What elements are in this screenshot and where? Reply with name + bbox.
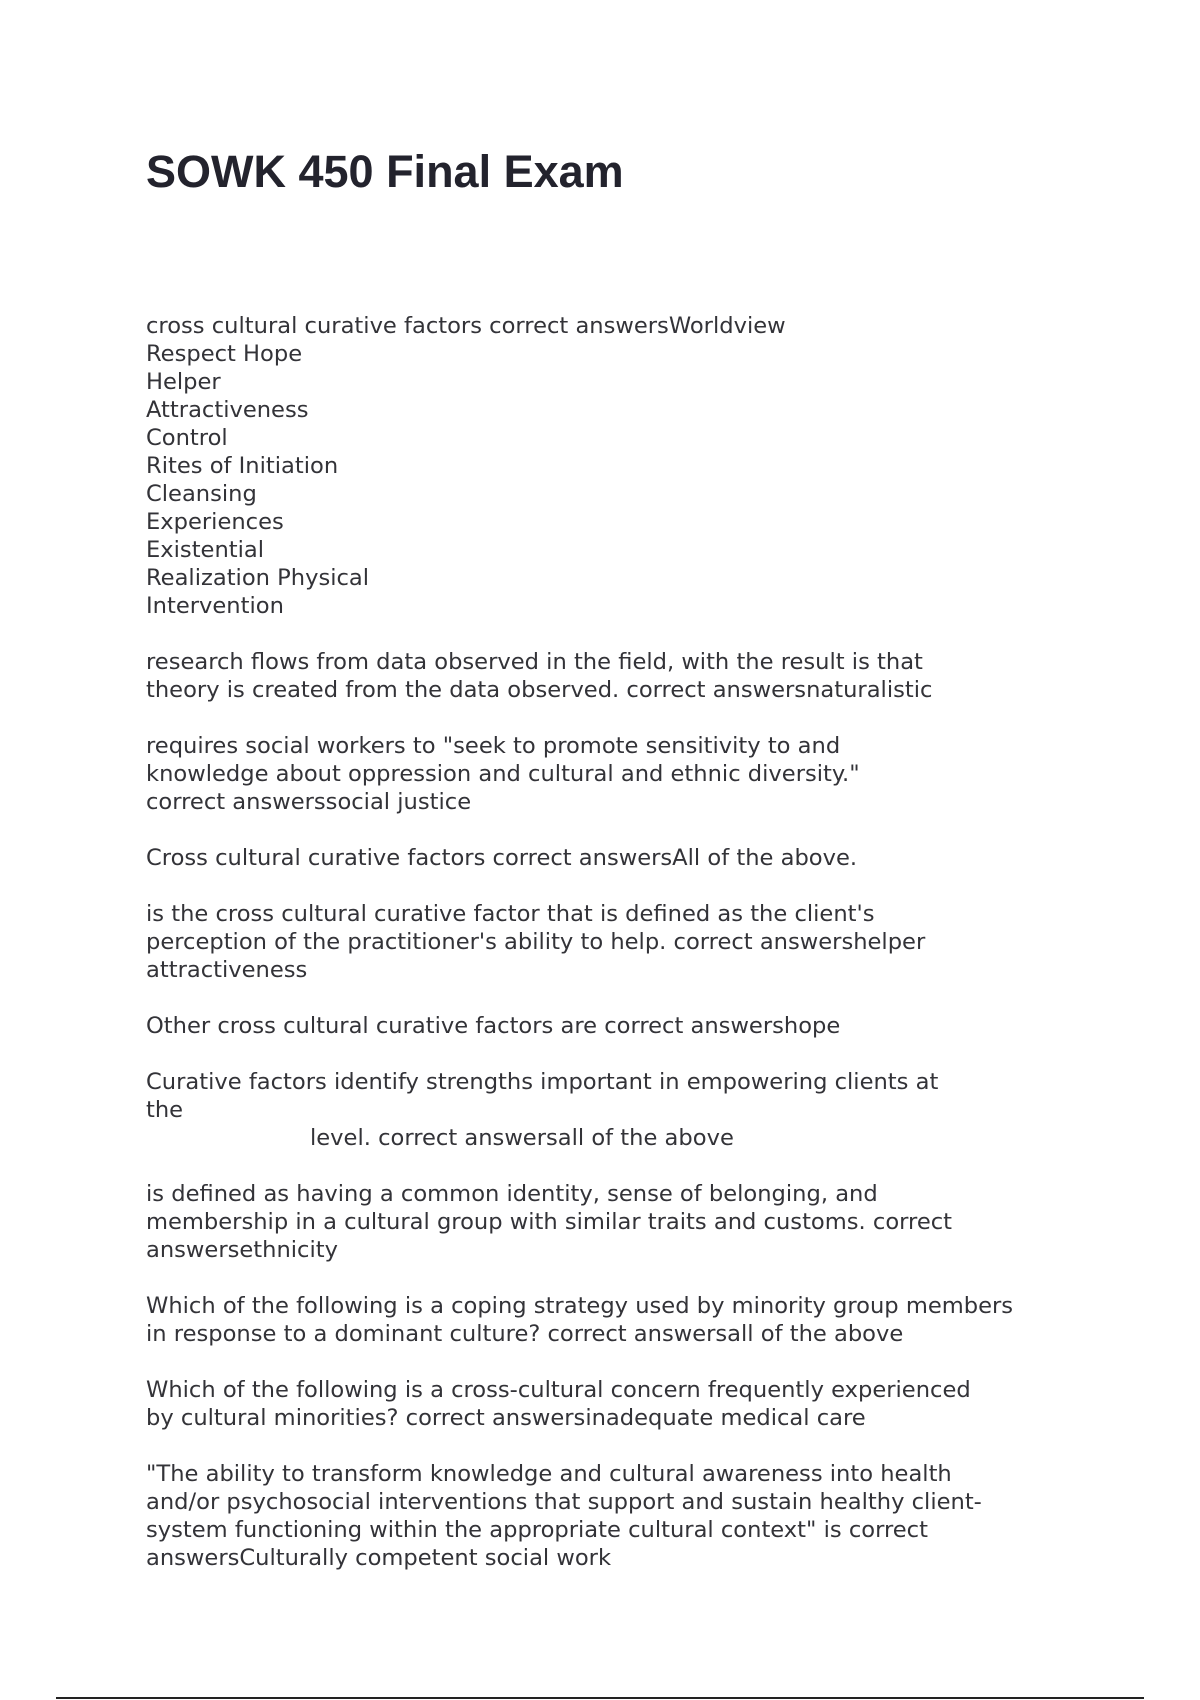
qa-line: membership in a cultural group with similar traits and customs. correct	[146, 1209, 953, 1235]
qa-line: Helper	[146, 369, 221, 395]
qa-line: knowledge about oppression and cultural and ethnic diversity."	[146, 761, 860, 787]
qa-item	[146, 1068, 1106, 1152]
qa-item	[146, 648, 1106, 704]
qa-line: Cleansing	[146, 481, 257, 507]
qa-line: Realization Physical	[146, 565, 370, 591]
qa-line: the	[146, 1097, 184, 1123]
qa-line: correct answerssocial justice	[146, 789, 472, 815]
qa-line: system functioning within the appropriate cultural context" is correct	[146, 1517, 928, 1543]
qa-item	[146, 1376, 1106, 1432]
qa-line: "The ability to transform knowledge and cultural awareness into health	[146, 1461, 952, 1487]
qa-item	[146, 844, 1106, 872]
qa-line: Other cross cultural curative factors are correct answershope	[146, 1013, 841, 1039]
qa-item	[146, 1180, 1106, 1264]
qa-item	[146, 312, 1106, 620]
footer-divider	[56, 1697, 1144, 1699]
qa-line: answersCulturally competent social work	[146, 1545, 612, 1571]
qa-line: Curative factors identify strengths important in empowering clients at	[146, 1069, 939, 1095]
qa-line: Intervention	[146, 593, 284, 619]
qa-line: Existential	[146, 537, 265, 563]
qa-line: Rites of Initiation	[146, 453, 339, 479]
qa-line: in response to a dominant culture? correct answersall of the above	[146, 1321, 904, 1347]
qa-line: and/or psychosocial interventions that support and sustain healthy client-	[146, 1489, 982, 1515]
qa-line: cross cultural curative factors correct answersWorldview	[146, 313, 786, 339]
qa-line-indented: level. correct answersall of the above	[310, 1125, 734, 1151]
qa-line: by cultural minorities? correct answersinadequate medical care	[146, 1405, 866, 1431]
qa-item	[146, 732, 1106, 816]
qa-line: perception of the practitioner's ability to help. correct answershelper	[146, 929, 926, 955]
qa-line: Control	[146, 425, 228, 451]
qa-line: Respect Hope	[146, 341, 303, 367]
qa-line: Experiences	[146, 509, 284, 535]
qa-line: Cross cultural curative factors correct answersAll of the above.	[146, 845, 858, 871]
qa-line: Which of the following is a coping strategy used by minority group members	[146, 1293, 1014, 1319]
qa-line: Attractiveness	[146, 397, 309, 423]
qa-line: answersethnicity	[146, 1237, 338, 1263]
qa-line: Which of the following is a cross-cultural concern frequently experienced	[146, 1377, 971, 1403]
qa-line: is the cross cultural curative factor that is defined as the client's	[146, 901, 875, 927]
qa-line: attractiveness	[146, 957, 308, 983]
qa-line: research flows from data observed in the field, with the result is that	[146, 649, 923, 675]
qa-item	[146, 1460, 1106, 1572]
qa-item	[146, 1012, 1106, 1040]
document-body	[146, 312, 1106, 1600]
qa-item	[146, 900, 1106, 984]
qa-item	[146, 1292, 1106, 1348]
page-title: SOWK 450 Final Exam	[146, 146, 624, 197]
qa-line: is defined as having a common identity, sense of belonging, and	[146, 1181, 878, 1207]
qa-line: requires social workers to "seek to promote sensitivity to and	[146, 733, 841, 759]
qa-line: theory is created from the data observed. correct answersnaturalistic	[146, 677, 933, 703]
